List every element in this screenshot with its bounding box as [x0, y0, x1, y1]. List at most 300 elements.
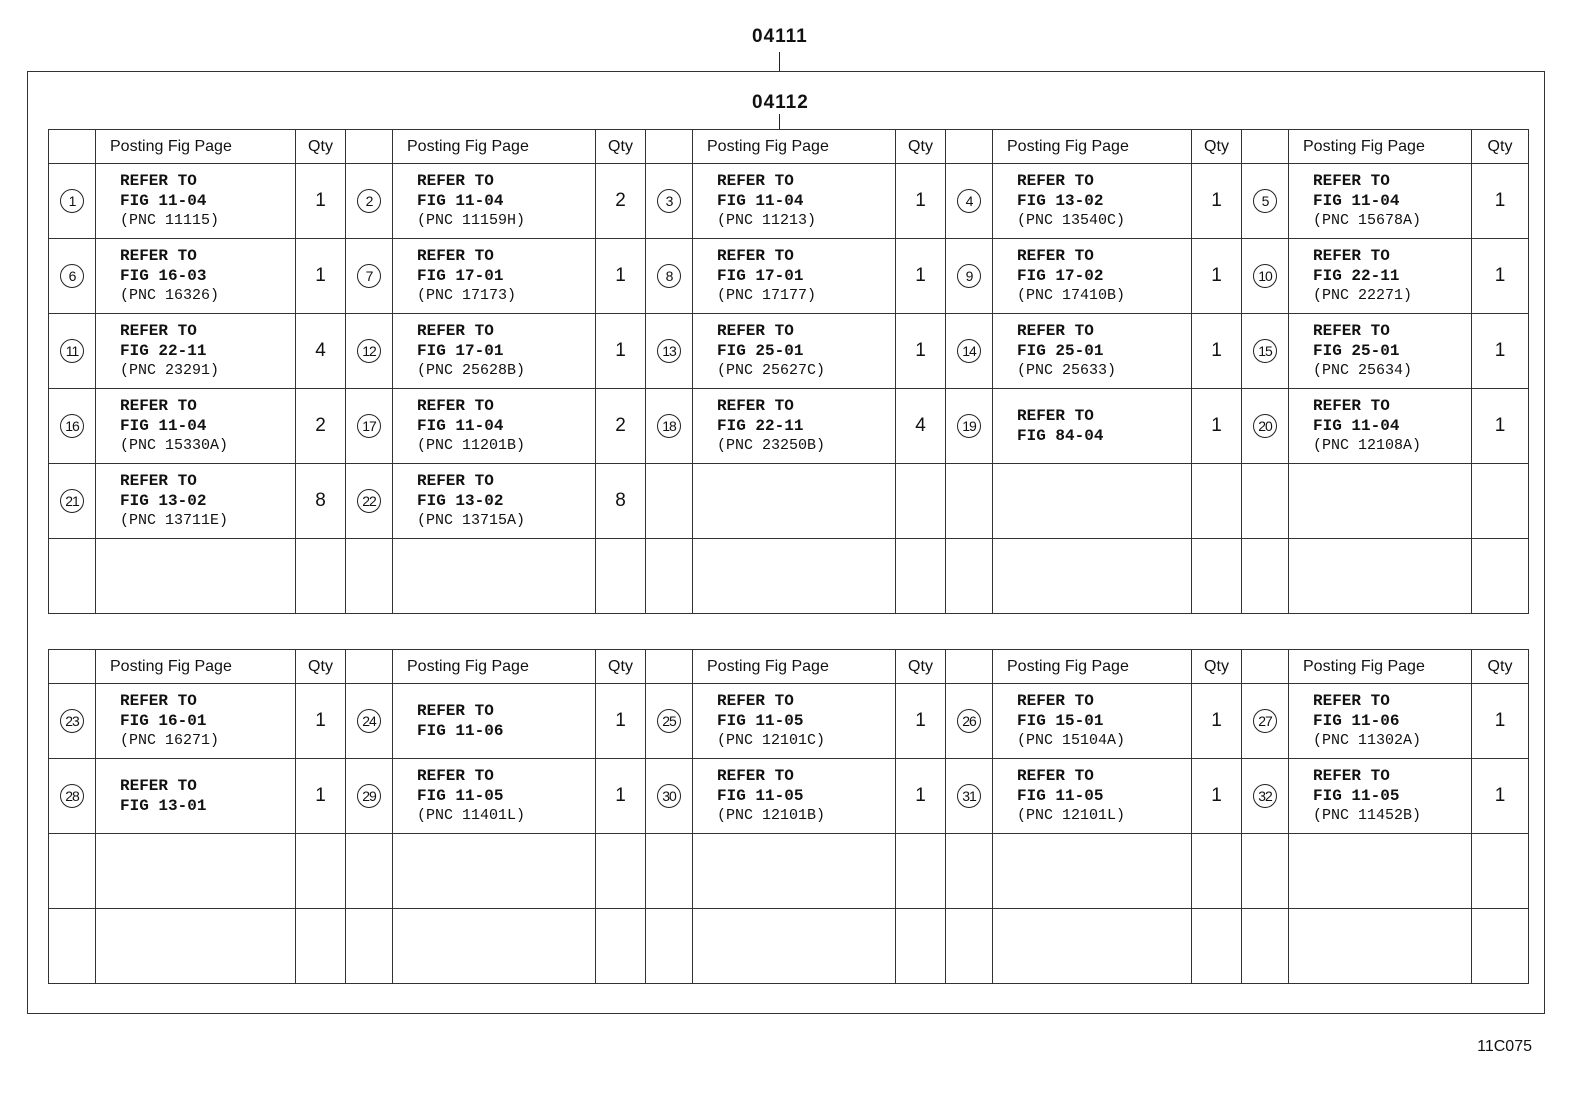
- refer-to-text: REFER TO: [120, 472, 197, 490]
- header-row: [49, 650, 1529, 684]
- fig-reference-text: FIG 11-05: [1313, 787, 1400, 805]
- fig-reference-text: FIG 11-04: [1313, 192, 1400, 210]
- pnc-text: (PNC 25628B): [417, 362, 526, 379]
- table-row: [49, 909, 1529, 984]
- refer-to-text: REFER TO: [717, 767, 794, 785]
- reference-cell: [393, 314, 596, 389]
- qty-cell: 1: [296, 164, 346, 239]
- table-row: [49, 389, 1529, 464]
- qty-cell: 1: [896, 759, 946, 834]
- item-number-cell: [946, 909, 993, 984]
- pnc-text: (PNC 23291): [120, 362, 220, 379]
- qty-cell: [296, 909, 346, 984]
- header-qty-cell: Qty: [896, 650, 946, 684]
- reference-cell: [1289, 909, 1472, 984]
- header-number-cell: [646, 130, 693, 164]
- qty-cell: 1: [896, 314, 946, 389]
- item-number-badge: 4: [957, 189, 981, 213]
- reference-cell: [993, 539, 1192, 614]
- item-number-cell: [646, 314, 693, 389]
- header-number-cell: [1242, 130, 1289, 164]
- pnc-text: (PNC 12101B): [717, 807, 826, 824]
- reference-cell: [993, 834, 1192, 909]
- reference-cell: [96, 684, 296, 759]
- reference-cell: [393, 464, 596, 539]
- fig-reference-text: FIG 11-05: [717, 787, 804, 805]
- item-number-cell: [49, 539, 96, 614]
- item-number-cell: [646, 909, 693, 984]
- item-number-badge: 29: [357, 784, 381, 808]
- reference-cell: [993, 314, 1192, 389]
- fig-reference-text: FIG 17-01: [717, 267, 804, 285]
- header-fig-cell: Posting Fig Page: [693, 130, 896, 164]
- fig-reference-text: FIG 17-02: [1017, 267, 1104, 285]
- item-number-cell: [946, 684, 993, 759]
- item-number-badge: 22: [357, 489, 381, 513]
- qty-cell: 8: [596, 464, 646, 539]
- reference-cell: [1289, 539, 1472, 614]
- qty-cell: 1: [1472, 759, 1529, 834]
- header-qty-cell: Qty: [896, 130, 946, 164]
- qty-cell: [896, 909, 946, 984]
- item-number-cell: [946, 389, 993, 464]
- refer-to-text: REFER TO: [1313, 322, 1390, 340]
- item-number-cell: [1242, 759, 1289, 834]
- qty-cell: 1: [1192, 314, 1242, 389]
- refer-to-text: REFER TO: [417, 472, 494, 490]
- refer-to-text: REFER TO: [120, 397, 197, 415]
- reference-cell: [96, 464, 296, 539]
- fig-reference-text: FIG 16-03: [120, 267, 207, 285]
- item-number-badge: 20: [1253, 414, 1277, 438]
- pnc-text: (PNC 16271): [120, 732, 220, 749]
- qty-cell: [1472, 909, 1529, 984]
- reference-cell: [1289, 834, 1472, 909]
- qty-cell: 1: [1472, 239, 1529, 314]
- item-number-cell: [346, 684, 393, 759]
- item-number-badge: 12: [357, 339, 381, 363]
- reference-cell: [96, 834, 296, 909]
- qty-cell: 1: [1192, 239, 1242, 314]
- pnc-text: (PNC 13711E): [120, 512, 229, 529]
- inner-leader-line: [779, 114, 780, 129]
- item-number-badge: 10: [1253, 264, 1277, 288]
- table-row: [49, 164, 1529, 239]
- refer-to-text: REFER TO: [417, 397, 494, 415]
- qty-cell: 1: [896, 684, 946, 759]
- refer-to-text: REFER TO: [120, 692, 197, 710]
- item-number-badge: 19: [957, 414, 981, 438]
- item-number-cell: [946, 164, 993, 239]
- fig-reference-text: FIG 11-04: [1313, 417, 1400, 435]
- item-number-cell: [49, 834, 96, 909]
- item-number-badge: 23: [60, 709, 84, 733]
- item-number-cell: [1242, 314, 1289, 389]
- item-number-badge: 26: [957, 709, 981, 733]
- qty-cell: [896, 464, 946, 539]
- qty-cell: [1472, 464, 1529, 539]
- item-number-badge: 17: [357, 414, 381, 438]
- fig-reference-text: FIG 22-11: [1313, 267, 1400, 285]
- fig-reference-text: FIG 11-04: [120, 417, 207, 435]
- item-number-cell: [1242, 834, 1289, 909]
- refer-to-text: REFER TO: [717, 397, 794, 415]
- qty-cell: [296, 834, 346, 909]
- qty-cell: 1: [896, 239, 946, 314]
- fig-reference-text: FIG 11-04: [120, 192, 207, 210]
- item-number-cell: [946, 539, 993, 614]
- reference-cell: [1289, 759, 1472, 834]
- refer-to-text: REFER TO: [717, 172, 794, 190]
- pnc-text: (PNC 17410B): [1017, 287, 1126, 304]
- reference-cell: [693, 759, 896, 834]
- fig-reference-text: FIG 11-06: [1313, 712, 1400, 730]
- pnc-text: (PNC 17173): [417, 287, 517, 304]
- refer-to-text: REFER TO: [120, 172, 197, 190]
- item-number-badge: 3: [657, 189, 681, 213]
- pnc-text: (PNC 13540C): [1017, 212, 1126, 229]
- refer-to-text: REFER TO: [120, 777, 197, 795]
- refer-to-text: REFER TO: [1017, 692, 1094, 710]
- item-number-cell: [346, 239, 393, 314]
- qty-cell: 1: [1472, 684, 1529, 759]
- refer-to-text: REFER TO: [417, 172, 494, 190]
- table-row: [49, 759, 1529, 834]
- reference-cell: [993, 164, 1192, 239]
- reference-cell: [993, 389, 1192, 464]
- qty-cell: [1472, 539, 1529, 614]
- refer-to-text: REFER TO: [1313, 767, 1390, 785]
- qty-cell: 2: [296, 389, 346, 464]
- fig-reference-text: FIG 22-11: [120, 342, 207, 360]
- refer-to-text: REFER TO: [120, 322, 197, 340]
- item-number-cell: [1242, 539, 1289, 614]
- reference-cell: [693, 834, 896, 909]
- header-number-cell: [49, 130, 96, 164]
- qty-cell: 1: [1472, 314, 1529, 389]
- item-number-cell: [49, 909, 96, 984]
- qty-cell: 2: [596, 389, 646, 464]
- qty-cell: 1: [896, 164, 946, 239]
- item-number-cell: [1242, 389, 1289, 464]
- item-number-cell: [1242, 684, 1289, 759]
- item-number-badge: 8: [657, 264, 681, 288]
- qty-cell: [596, 539, 646, 614]
- reference-cell: [693, 464, 896, 539]
- table-row: [49, 834, 1529, 909]
- item-number-cell: [1242, 164, 1289, 239]
- header-qty-cell: Qty: [596, 650, 646, 684]
- item-number-badge: 31: [957, 784, 981, 808]
- refer-to-text: REFER TO: [717, 322, 794, 340]
- reference-cell: [393, 684, 596, 759]
- item-number-cell: [49, 389, 96, 464]
- reference-cell: [693, 684, 896, 759]
- refer-to-text: REFER TO: [1017, 247, 1094, 265]
- item-number-badge: 1: [60, 189, 84, 213]
- outer-leader-line: [779, 52, 780, 71]
- pnc-text: (PNC 23250B): [717, 437, 826, 454]
- header-number-cell: [946, 130, 993, 164]
- item-number-cell: [49, 684, 96, 759]
- refer-to-text: REFER TO: [1017, 172, 1094, 190]
- qty-cell: 1: [1192, 684, 1242, 759]
- pnc-text: (PNC 12101C): [717, 732, 826, 749]
- header-qty-cell: Qty: [296, 130, 346, 164]
- pnc-text: (PNC 25627C): [717, 362, 826, 379]
- item-number-cell: [946, 834, 993, 909]
- fig-reference-text: FIG 25-01: [717, 342, 804, 360]
- item-number-cell: [346, 834, 393, 909]
- item-number-badge: 16: [60, 414, 84, 438]
- item-number-cell: [346, 909, 393, 984]
- reference-cell: [393, 834, 596, 909]
- table-row: [49, 239, 1529, 314]
- refer-to-text: REFER TO: [717, 692, 794, 710]
- item-number-badge: 28: [60, 784, 84, 808]
- pnc-text: (PNC 16326): [120, 287, 220, 304]
- item-number-cell: [646, 684, 693, 759]
- pnc-text: (PNC 11159H): [417, 212, 526, 229]
- item-number-cell: [946, 314, 993, 389]
- refer-to-text: REFER TO: [1313, 172, 1390, 190]
- reference-cell: [96, 164, 296, 239]
- reference-cell: [96, 239, 296, 314]
- qty-cell: 1: [596, 239, 646, 314]
- refer-to-text: REFER TO: [717, 247, 794, 265]
- header-number-cell: [346, 130, 393, 164]
- header-row: [49, 130, 1529, 164]
- qty-cell: 1: [1192, 759, 1242, 834]
- item-number-badge: 13: [657, 339, 681, 363]
- reference-cell: [393, 164, 596, 239]
- item-number-badge: 6: [60, 264, 84, 288]
- illustration-code: 11C075: [1477, 1038, 1532, 1055]
- qty-cell: [596, 909, 646, 984]
- qty-cell: [896, 539, 946, 614]
- reference-cell: [1289, 684, 1472, 759]
- fig-reference-text: FIG 13-02: [1017, 192, 1104, 210]
- qty-cell: 1: [596, 314, 646, 389]
- item-number-badge: 18: [657, 414, 681, 438]
- reference-cell: [96, 389, 296, 464]
- reference-cell: [693, 314, 896, 389]
- qty-cell: [1192, 909, 1242, 984]
- fig-reference-text: FIG 11-04: [417, 192, 504, 210]
- refer-to-text: REFER TO: [1313, 692, 1390, 710]
- fig-reference-text: FIG 11-04: [417, 417, 504, 435]
- fig-reference-text: FIG 13-02: [120, 492, 207, 510]
- header-fig-cell: Posting Fig Page: [393, 650, 596, 684]
- qty-cell: [296, 539, 346, 614]
- pnc-text: (PNC 22271): [1313, 287, 1413, 304]
- item-number-cell: [346, 164, 393, 239]
- pnc-text: (PNC 11401L): [417, 807, 526, 824]
- refer-to-text: REFER TO: [1313, 397, 1390, 415]
- table-row: [49, 464, 1529, 539]
- pnc-text: (PNC 15330A): [120, 437, 229, 454]
- item-number-cell: [346, 539, 393, 614]
- item-number-cell: [1242, 464, 1289, 539]
- pnc-text: (PNC 11302A): [1313, 732, 1422, 749]
- header-number-cell: [646, 650, 693, 684]
- item-number-badge: 32: [1253, 784, 1277, 808]
- item-number-badge: 27: [1253, 709, 1277, 733]
- pnc-text: (PNC 15678A): [1313, 212, 1422, 229]
- qty-cell: [1472, 834, 1529, 909]
- refer-to-text: REFER TO: [417, 247, 494, 265]
- item-number-badge: 30: [657, 784, 681, 808]
- reference-cell: [1289, 314, 1472, 389]
- reference-cell: [693, 539, 896, 614]
- header-qty-cell: Qty: [596, 130, 646, 164]
- refer-to-text: REFER TO: [417, 767, 494, 785]
- header-number-cell: [946, 650, 993, 684]
- reference-cell: [96, 539, 296, 614]
- item-number-cell: [1242, 239, 1289, 314]
- pnc-text: (PNC 11452B): [1313, 807, 1422, 824]
- qty-cell: [596, 834, 646, 909]
- item-number-cell: [646, 164, 693, 239]
- fig-reference-text: FIG 16-01: [120, 712, 207, 730]
- fig-reference-text: FIG 11-05: [717, 712, 804, 730]
- pnc-text: (PNC 12108A): [1313, 437, 1422, 454]
- reference-cell: [993, 909, 1192, 984]
- item-number-cell: [646, 464, 693, 539]
- item-number-cell: [346, 389, 393, 464]
- qty-cell: 1: [296, 684, 346, 759]
- table-row: [49, 539, 1529, 614]
- item-number-cell: [646, 539, 693, 614]
- item-number-cell: [946, 464, 993, 539]
- item-number-badge: 7: [357, 264, 381, 288]
- item-number-cell: [946, 239, 993, 314]
- item-number-cell: [1242, 909, 1289, 984]
- header-fig-cell: Posting Fig Page: [96, 650, 296, 684]
- item-number-cell: [49, 239, 96, 314]
- item-number-badge: 14: [957, 339, 981, 363]
- qty-cell: 1: [1472, 389, 1529, 464]
- refer-to-text: REFER TO: [1017, 322, 1094, 340]
- item-number-badge: 11: [60, 339, 84, 363]
- header-fig-cell: Posting Fig Page: [993, 650, 1192, 684]
- qty-cell: 4: [896, 389, 946, 464]
- reference-cell: [393, 539, 596, 614]
- reference-cell: [693, 909, 896, 984]
- item-number-badge: 15: [1253, 339, 1277, 363]
- inner-group-label: 04112: [752, 92, 809, 113]
- header-fig-cell: Posting Fig Page: [393, 130, 596, 164]
- reference-cell: [1289, 164, 1472, 239]
- item-number-cell: [646, 239, 693, 314]
- reference-table-2: [48, 649, 1529, 984]
- pnc-text: (PNC 13715A): [417, 512, 526, 529]
- qty-cell: 8: [296, 464, 346, 539]
- refer-to-text: REFER TO: [1017, 767, 1094, 785]
- qty-cell: 1: [296, 759, 346, 834]
- header-fig-cell: Posting Fig Page: [993, 130, 1192, 164]
- reference-cell: [993, 684, 1192, 759]
- item-number-cell: [946, 759, 993, 834]
- fig-reference-text: FIG 84-04: [1017, 427, 1104, 445]
- fig-reference-text: FIG 13-01: [120, 797, 207, 815]
- reference-cell: [1289, 239, 1472, 314]
- qty-cell: 1: [296, 239, 346, 314]
- item-number-cell: [49, 464, 96, 539]
- reference-cell: [96, 759, 296, 834]
- header-qty-cell: Qty: [1192, 650, 1242, 684]
- header-qty-cell: Qty: [1472, 130, 1529, 164]
- header-qty-cell: Qty: [1472, 650, 1529, 684]
- item-number-cell: [346, 464, 393, 539]
- reference-cell: [96, 909, 296, 984]
- refer-to-text: REFER TO: [120, 247, 197, 265]
- fig-reference-text: FIG 15-01: [1017, 712, 1104, 730]
- outer-group-label: 04111: [752, 26, 808, 47]
- item-number-cell: [646, 834, 693, 909]
- qty-cell: 1: [596, 759, 646, 834]
- fig-reference-text: FIG 17-01: [417, 267, 504, 285]
- fig-reference-text: FIG 17-01: [417, 342, 504, 360]
- item-number-badge: 2: [357, 189, 381, 213]
- item-number-badge: 24: [357, 709, 381, 733]
- reference-cell: [993, 464, 1192, 539]
- fig-reference-text: FIG 11-05: [417, 787, 504, 805]
- pnc-text: (PNC 11115): [120, 212, 220, 229]
- table-row: [49, 314, 1529, 389]
- qty-cell: [1192, 464, 1242, 539]
- fig-reference-text: FIG 11-06: [417, 722, 504, 740]
- header-number-cell: [49, 650, 96, 684]
- qty-cell: [1192, 834, 1242, 909]
- fig-reference-text: FIG 13-02: [417, 492, 504, 510]
- reference-cell: [96, 314, 296, 389]
- pnc-text: (PNC 25633): [1017, 362, 1117, 379]
- item-number-cell: [49, 314, 96, 389]
- item-number-cell: [49, 759, 96, 834]
- reference-cell: [693, 164, 896, 239]
- reference-cell: [993, 759, 1192, 834]
- reference-cell: [393, 239, 596, 314]
- pnc-text: (PNC 12101L): [1017, 807, 1126, 824]
- header-qty-cell: Qty: [1192, 130, 1242, 164]
- item-number-cell: [346, 314, 393, 389]
- refer-to-text: REFER TO: [417, 322, 494, 340]
- reference-table-1: [48, 129, 1529, 614]
- header-fig-cell: Posting Fig Page: [1289, 130, 1472, 164]
- item-number-badge: 9: [957, 264, 981, 288]
- item-number-badge: 25: [657, 709, 681, 733]
- fig-reference-text: FIG 11-04: [717, 192, 804, 210]
- reference-cell: [393, 759, 596, 834]
- refer-to-text: REFER TO: [1313, 247, 1390, 265]
- fig-reference-text: FIG 25-01: [1017, 342, 1104, 360]
- qty-cell: [1192, 539, 1242, 614]
- pnc-text: (PNC 25634): [1313, 362, 1413, 379]
- fig-reference-text: FIG 11-05: [1017, 787, 1104, 805]
- refer-to-text: REFER TO: [417, 702, 494, 720]
- item-number-cell: [646, 759, 693, 834]
- header-qty-cell: Qty: [296, 650, 346, 684]
- pnc-text: (PNC 17177): [717, 287, 817, 304]
- reference-cell: [693, 389, 896, 464]
- reference-cell: [693, 239, 896, 314]
- qty-cell: 1: [596, 684, 646, 759]
- fig-reference-text: FIG 25-01: [1313, 342, 1400, 360]
- header-number-cell: [1242, 650, 1289, 684]
- header-number-cell: [346, 650, 393, 684]
- reference-cell: [1289, 389, 1472, 464]
